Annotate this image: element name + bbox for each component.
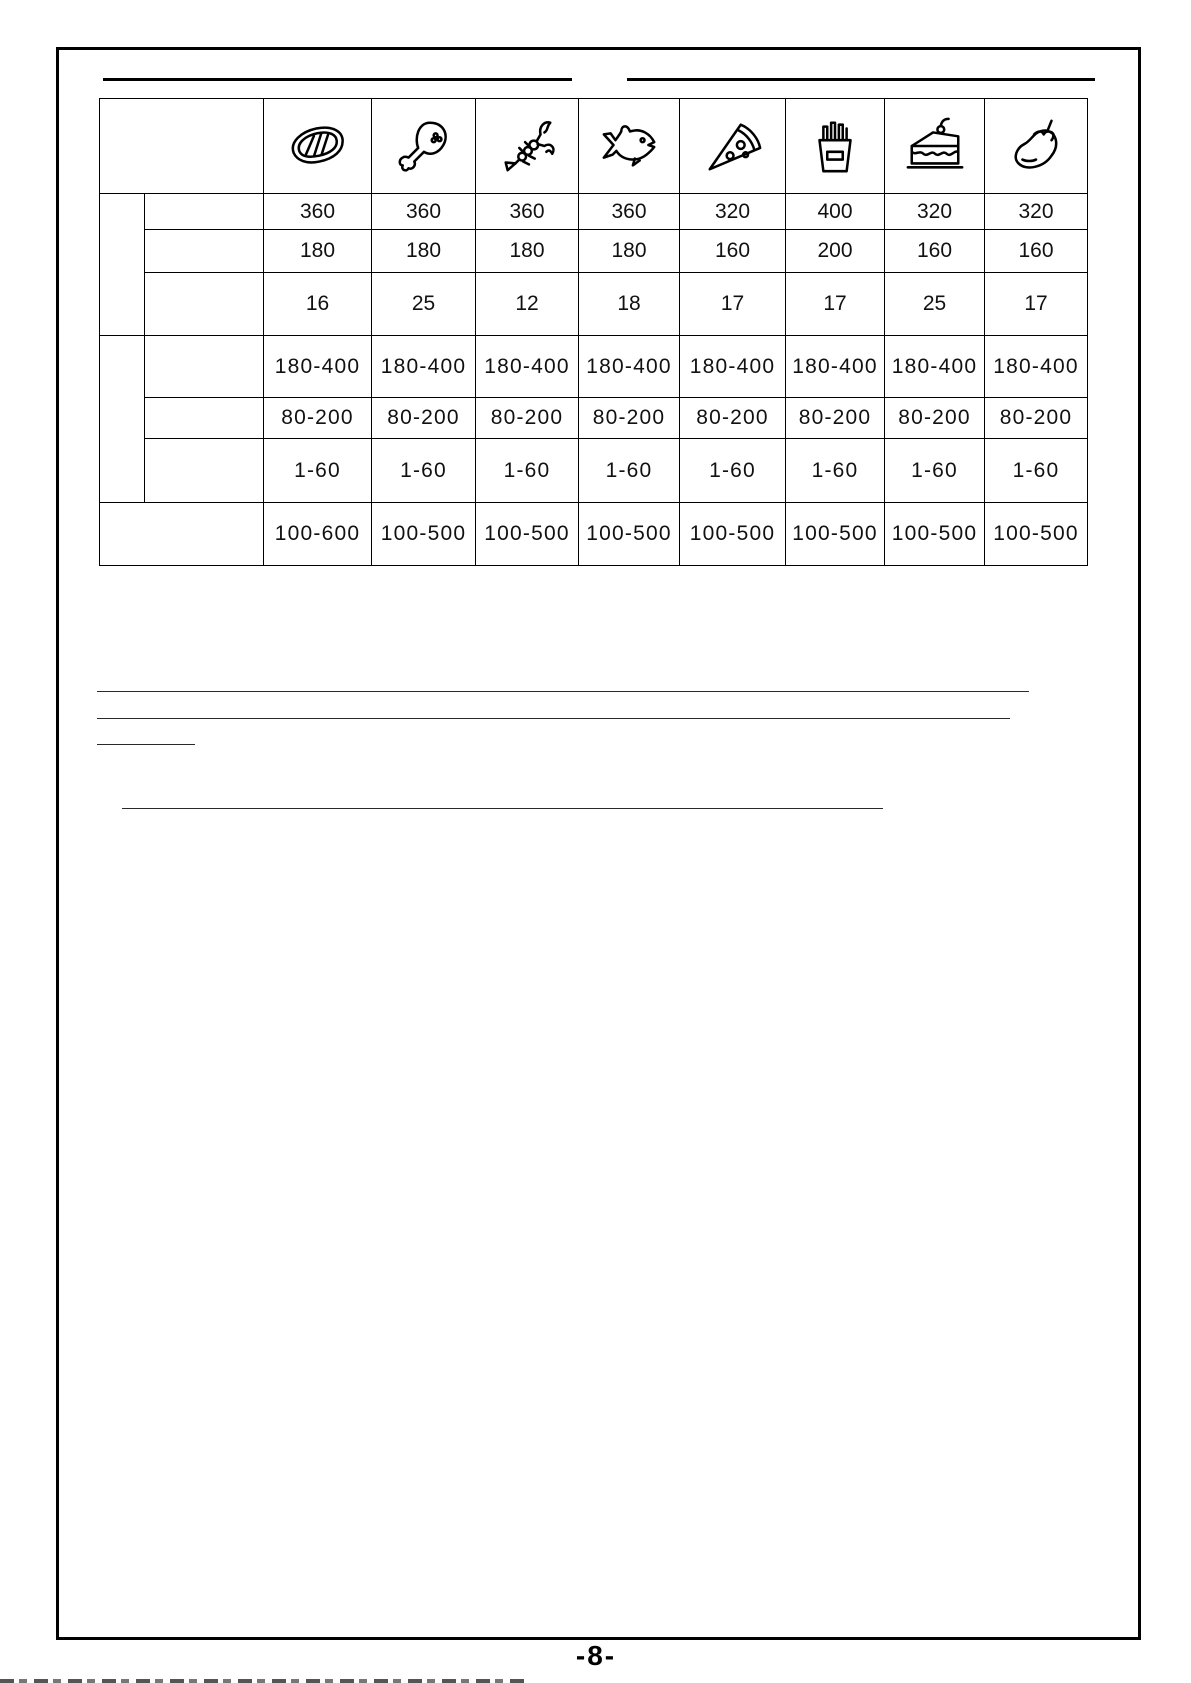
table-cell: 80-200 xyxy=(579,398,680,439)
row-label-cell xyxy=(145,398,264,439)
cooking-settings-table xyxy=(99,98,1088,566)
row-label-cell xyxy=(145,230,264,273)
table-cell: 1-60 xyxy=(885,439,985,503)
table-cell: 320 xyxy=(985,194,1088,230)
table-cell: 180 xyxy=(372,230,476,273)
icon-header-row xyxy=(100,99,1088,194)
table-cell: 17 xyxy=(680,273,786,336)
table-cell: 100-500 xyxy=(885,503,985,566)
table-cell: 200 xyxy=(786,230,885,273)
table-cell: 1-60 xyxy=(985,439,1088,503)
table-cell: 1-60 xyxy=(786,439,885,503)
cropped-next-page-fragment xyxy=(0,1679,525,1683)
table-cell: 160 xyxy=(885,230,985,273)
table-row xyxy=(100,503,1088,566)
table-row xyxy=(100,194,1088,230)
eggplant-icon xyxy=(1005,115,1067,177)
table-cell: 17 xyxy=(985,273,1088,336)
page-number: -8- xyxy=(575,1640,617,1671)
table-row xyxy=(100,230,1088,273)
table-cell: 180 xyxy=(264,230,372,273)
icon-cell xyxy=(372,99,476,194)
table-cell: 80-200 xyxy=(680,398,786,439)
text-underline xyxy=(97,744,195,745)
row-group-cell xyxy=(100,336,145,503)
table-row xyxy=(100,439,1088,503)
table-cell: 100-500 xyxy=(579,503,680,566)
table-row xyxy=(100,398,1088,439)
title-rule-left xyxy=(103,78,572,81)
table-cell: 100-500 xyxy=(372,503,476,566)
chicken-drumstick-icon xyxy=(393,115,455,177)
text-underline xyxy=(122,808,883,809)
row-label-cell xyxy=(145,439,264,503)
steak-icon xyxy=(287,115,349,177)
table-cell: 18 xyxy=(579,273,680,336)
icon-cell xyxy=(786,99,885,194)
table-cell: 180 xyxy=(579,230,680,273)
table-cell: 1-60 xyxy=(372,439,476,503)
table-cell: 80-200 xyxy=(476,398,579,439)
table-cell: 1-60 xyxy=(264,439,372,503)
table-cell: 16 xyxy=(264,273,372,336)
table-cell: 100-600 xyxy=(264,503,372,566)
table-cell: 100-500 xyxy=(476,503,579,566)
table-cell: 12 xyxy=(476,273,579,336)
table-cell: 80-200 xyxy=(985,398,1088,439)
table-cell: 320 xyxy=(885,194,985,230)
table-cell: 17 xyxy=(786,273,885,336)
table-cell: 1-60 xyxy=(680,439,786,503)
table-cell: 180-400 xyxy=(885,336,985,398)
table-cell: 100-500 xyxy=(985,503,1088,566)
table-cell: 360 xyxy=(579,194,680,230)
table-cell: 180-400 xyxy=(476,336,579,398)
table-cell: 160 xyxy=(985,230,1088,273)
table-cell: 400 xyxy=(786,194,885,230)
table-cell: 80-200 xyxy=(885,398,985,439)
table-cell: 80-200 xyxy=(372,398,476,439)
table-cell: 180 xyxy=(476,230,579,273)
table-cell: 180-400 xyxy=(680,336,786,398)
table-cell: 160 xyxy=(680,230,786,273)
row-label-cell xyxy=(145,273,264,336)
shrimp-icon xyxy=(496,115,558,177)
table-cell: 180-400 xyxy=(579,336,680,398)
header-corner-cell xyxy=(100,99,264,194)
table-cell: 25 xyxy=(372,273,476,336)
table-row xyxy=(100,273,1088,336)
table-row xyxy=(100,336,1088,398)
table-cell: 80-200 xyxy=(264,398,372,439)
table-cell: 100-500 xyxy=(786,503,885,566)
table-cell: 180-400 xyxy=(264,336,372,398)
table-cell: 25 xyxy=(885,273,985,336)
text-underline xyxy=(97,718,1010,719)
icon-cell xyxy=(264,99,372,194)
table-cell: 1-60 xyxy=(476,439,579,503)
title-rule-right xyxy=(627,78,1095,81)
french-fries-icon xyxy=(804,115,866,177)
table-cell: 360 xyxy=(372,194,476,230)
pizza-icon xyxy=(702,115,764,177)
table-cell: 1-60 xyxy=(579,439,680,503)
fish-icon xyxy=(598,115,660,177)
icon-cell xyxy=(579,99,680,194)
text-underline xyxy=(97,691,1029,692)
cake-icon xyxy=(904,115,966,177)
row-group-cell xyxy=(100,194,145,336)
table-cell: 180-400 xyxy=(372,336,476,398)
row-label-cell xyxy=(145,194,264,230)
row-label-cell xyxy=(145,336,264,398)
table-cell: 100-500 xyxy=(680,503,786,566)
icon-cell xyxy=(680,99,786,194)
table-cell: 180-400 xyxy=(786,336,885,398)
icon-cell xyxy=(985,99,1088,194)
table-cell: 80-200 xyxy=(786,398,885,439)
table-cell: 360 xyxy=(476,194,579,230)
icon-cell xyxy=(885,99,985,194)
table-cell: 180-400 xyxy=(985,336,1088,398)
table-cell: 320 xyxy=(680,194,786,230)
row-label-cell xyxy=(100,503,264,566)
icon-cell xyxy=(476,99,579,194)
table-cell: 360 xyxy=(264,194,372,230)
